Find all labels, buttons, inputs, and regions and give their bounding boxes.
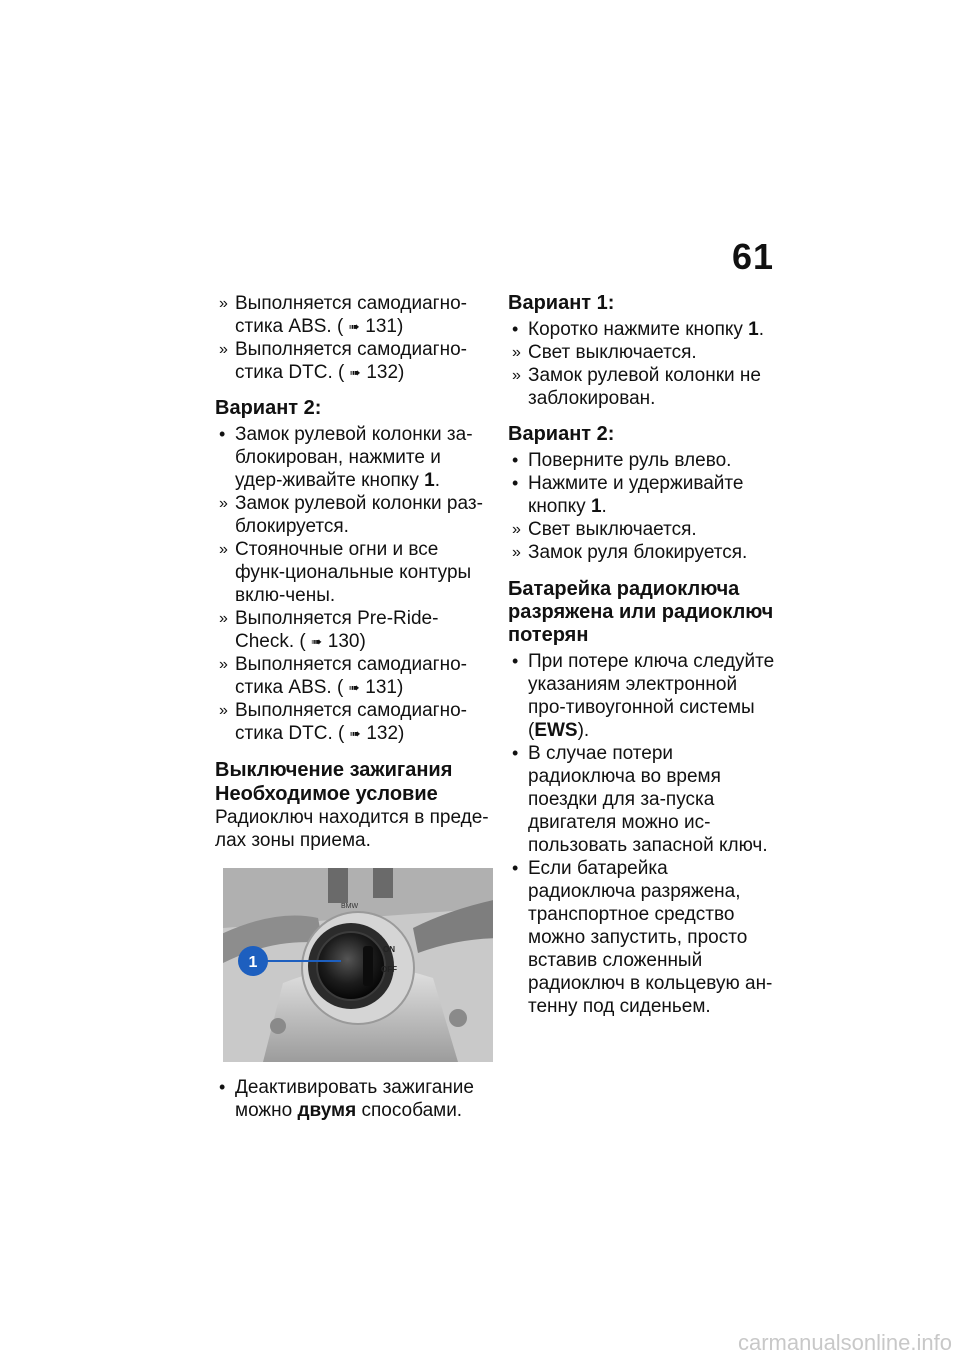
callout-number: 1 bbox=[248, 954, 258, 971]
result-item: » Выполняется самодиагно-стика ABS. ( ➠ 131) bbox=[219, 654, 467, 698]
variant-2-heading: Вариант 2: bbox=[215, 397, 322, 419]
page-reference[interactable]: 132 bbox=[366, 362, 399, 383]
result-marker: » bbox=[219, 610, 228, 627]
off-label: OFF bbox=[381, 965, 397, 974]
bullet-item: • Нажмите и удерживайте кнопку 1. bbox=[512, 473, 744, 517]
bullet-item: • Коротко нажмите кнопку 1. bbox=[512, 319, 765, 340]
reference-arrow-icon: ➠ bbox=[348, 319, 360, 334]
result-marker: » bbox=[219, 295, 228, 312]
battery-section-heading: Батарейка радиоключа разряжена или радиоключ потерян bbox=[508, 578, 774, 646]
button-key-label: 1 bbox=[424, 470, 435, 491]
variant-2-heading: Вариант 2: bbox=[508, 423, 615, 445]
bullet-item: • Поверните руль влево. bbox=[512, 450, 732, 471]
bullet-marker: • bbox=[512, 858, 519, 878]
bullet-marker: • bbox=[219, 1077, 226, 1097]
emphasis: двумя bbox=[297, 1100, 357, 1121]
requirement-heading: Необходимое условие bbox=[215, 783, 438, 805]
reference-arrow-icon: ➠ bbox=[349, 726, 361, 741]
result-item: » Выполняется самодиагно-стика DTC. ( ➠ 132) bbox=[219, 339, 467, 383]
bullet-marker: • bbox=[512, 651, 519, 671]
bullet-marker: • bbox=[512, 473, 519, 493]
result-item: » Выполняется Pre-Ride-Check. ( ➠ 130) bbox=[219, 608, 439, 652]
bullet-marker: • bbox=[512, 319, 519, 339]
ignition-switch-photo bbox=[223, 868, 493, 1062]
result-item: » Стояночные огни и все функ-циональные контуры вклю-чены. bbox=[219, 539, 472, 606]
section-heading: Выключение зажигания bbox=[215, 759, 453, 781]
variant-1-heading: Вариант 1: bbox=[508, 292, 615, 314]
ews-label: EWS bbox=[534, 720, 578, 741]
watermark: carmanualsonline.info bbox=[737, 1330, 952, 1355]
result-item: » Выполняется самодиагно-стика DTC. ( ➠ 132) bbox=[219, 700, 467, 744]
page-reference[interactable]: 132 bbox=[366, 723, 399, 744]
handlebar-illustration bbox=[223, 868, 493, 1062]
result-item: » Замок руля блокируется. bbox=[512, 542, 748, 563]
reference-arrow-icon: ➠ bbox=[349, 365, 361, 380]
bullet-marker: • bbox=[512, 743, 519, 763]
bullet-item: • Замок рулевой колонки за-блокирован, нажмите и удер-живайте кнопку 1. bbox=[219, 424, 473, 491]
bullet-item: • В случае потери радиоключа во время поездки для за-пуска двигателя можно ис-пользовать запасной ключ. bbox=[512, 743, 768, 856]
result-marker: » bbox=[219, 702, 228, 719]
left-column bbox=[215, 292, 493, 1122]
result-marker: » bbox=[512, 544, 521, 561]
result-marker: » bbox=[512, 344, 521, 361]
result-item: » Замок рулевой колонки раз-блокируется. bbox=[219, 493, 483, 537]
button-key-label: 1 bbox=[748, 319, 759, 340]
result-marker: » bbox=[512, 521, 521, 538]
reference-arrow-icon: ➠ bbox=[311, 634, 323, 649]
result-marker: » bbox=[219, 656, 228, 673]
bullet-item: • Если батарейка радиоключа разряжена, транспортное средство можно запустить, просто вставив сложенный радиоключ в кольцевую ан-тенну под сиденьем. bbox=[512, 858, 773, 1017]
result-item: » Замок рулевой колонки не заблокирован. bbox=[512, 365, 761, 409]
page-reference[interactable]: 130 bbox=[327, 631, 360, 652]
bullet-item: • При потере ключа следуйте указаниям электронной про-тивоугонной системы (EWS). bbox=[512, 651, 775, 741]
result-marker: » bbox=[219, 495, 228, 512]
result-item: » Выполняется самодиагно-стика ABS. ( ➠ 131) bbox=[219, 293, 467, 337]
bullet-item: • Деактивировать зажигание можно двумя способами. bbox=[219, 1077, 474, 1121]
page-reference[interactable]: 131 bbox=[365, 677, 397, 698]
bullet-marker: • bbox=[219, 424, 226, 444]
requirement-text: Радиоключ находится в преде-лах зоны приема. bbox=[215, 807, 489, 851]
right-column bbox=[508, 292, 778, 1018]
bullet-marker: • bbox=[512, 450, 519, 470]
page-number: 61 bbox=[731, 236, 774, 277]
ignition-button bbox=[317, 932, 385, 1000]
result-item: » Свет выключается. bbox=[512, 519, 697, 540]
result-item: » Свет выключается. bbox=[512, 342, 697, 363]
reference-arrow-icon: ➠ bbox=[348, 680, 360, 695]
page-reference[interactable]: 131 bbox=[365, 316, 397, 337]
result-marker: » bbox=[512, 367, 521, 384]
button-key-label: 1 bbox=[590, 496, 602, 517]
result-marker: » bbox=[219, 541, 228, 558]
ring-label: BMW bbox=[341, 903, 359, 910]
on-label: ON bbox=[383, 945, 395, 954]
result-marker: » bbox=[219, 341, 228, 358]
